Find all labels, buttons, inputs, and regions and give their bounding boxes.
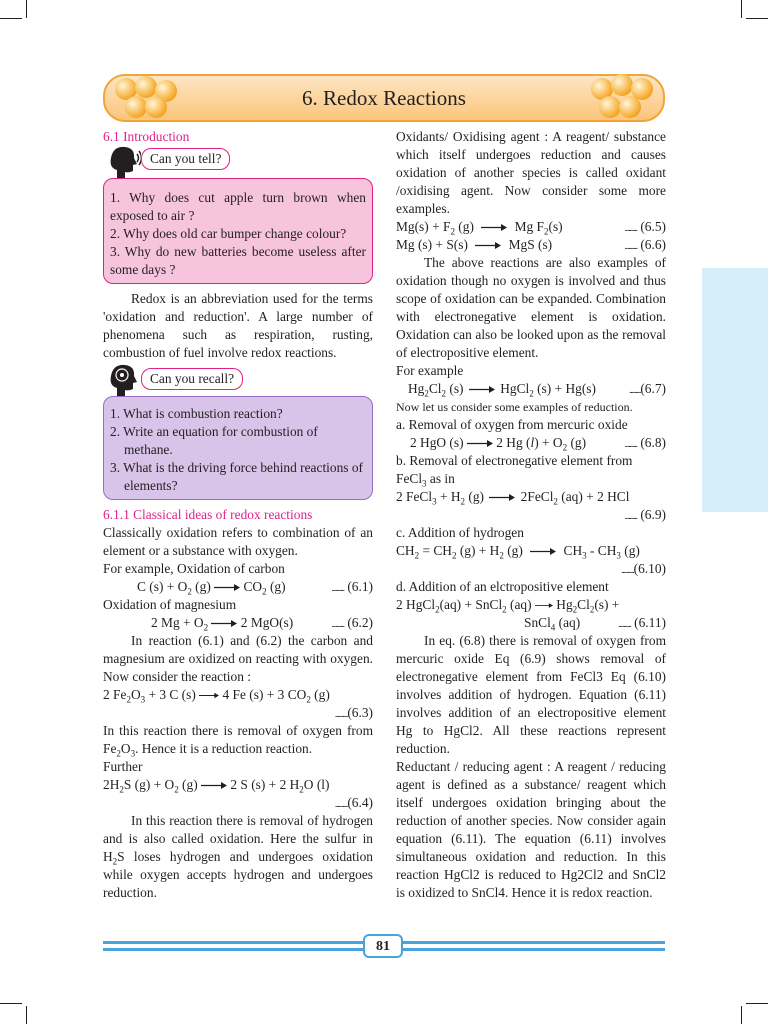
section-heading-classical: 6.1.1 Classical ideas of redox reactions bbox=[103, 507, 313, 522]
equation-6-2: 2 $Mg + O_2$ 2 MgO(s) .......... (6.2) bbox=[151, 615, 373, 633]
fecl3-line: FeCl$_3$ as in bbox=[396, 471, 455, 489]
chapter-title: 6. Redox Reactions bbox=[302, 86, 466, 110]
can-you-tell-questions bbox=[103, 178, 373, 284]
equation-6-7: $Hg_2Cl_2$ (s) HgCl$_2$ (s) + Hg(s) .........(6.7) bbox=[408, 381, 666, 399]
question-item: 3. Why do new batteries become useless after some days ? bbox=[110, 244, 366, 277]
equation-6-3: 2 $Fe_2O_3 + 3$ C (s) 4 Fe (s) + 3 $CO_2$ (g) bbox=[103, 687, 330, 705]
chapter-banner bbox=[103, 74, 665, 122]
equation-discussion-paragraph: In eq. (6.8) there is removal of oxygen from mercuric oxide Eq (6.9) shows removal of electronegative element from FeCl3 Eq (6.10) involves addition of hydrogen. Equation (6.11) involves addition of an electropositive element Hg to HgCl2. All these reactions represent reduction. bbox=[396, 633, 666, 756]
equation-6-9: 2 FeCl$_3$ + $H_2$ (g) 2FeCl$_2$ (aq) + 2 HCl bbox=[396, 489, 630, 507]
example-line: For example, Oxidation of carbon bbox=[103, 561, 285, 576]
equation-6-9-number: .......... (6.9) bbox=[624, 507, 666, 522]
question-item: 2. Why does old car bumper change colour? bbox=[110, 226, 347, 241]
crop-mark bbox=[741, 0, 742, 18]
left-column bbox=[103, 128, 373, 902]
equation-6-3-number: ..........(6.3) bbox=[334, 705, 373, 720]
reductant-paragraph: Reductant / reducing agent : A reagent / reducing agent is defined as a substance/ reagent which itself undergoes oxidation bringing about the reduction of another species. Now consider again equation (6.11). The equation (6.11) involves simultaneous oxidation and reduction. In this reaction HgCl2 is reduced to Hg2Cl2 and SnCl2 is oxidized to SnCl4. Hence it is redox reaction. bbox=[396, 759, 666, 900]
can-you-tell-box bbox=[103, 151, 373, 284]
item-b: b. Removal of electronegative element from bbox=[396, 453, 633, 468]
equation-6-5: $Mg(s) + F_2$ (g) Mg $F_2(s)$ .......... (6.5) bbox=[396, 219, 666, 237]
equation-number: (6.11) bbox=[634, 615, 666, 630]
side-tab bbox=[702, 268, 768, 512]
can-you-recall-label: Can you recall? bbox=[141, 368, 243, 390]
equation-number: (6.9) bbox=[640, 507, 666, 522]
question-item: 2. Write an equation for combustion of methane. bbox=[110, 424, 318, 457]
reaction-paragraph: In reaction (6.1) and (6.2) the carbon and magnesium are oxidized on reacting with oxygen. Now consider the reaction : bbox=[103, 633, 373, 684]
crop-mark bbox=[746, 18, 768, 19]
item-c: c. Addition of hydrogen bbox=[396, 525, 524, 540]
equation-6-4: $2H_2S$ $(g) + O_2$ (g) 2 S (s) + 2 $H_2O$ (l) bbox=[103, 777, 330, 795]
crop-mark bbox=[26, 1006, 27, 1024]
page-number: 81 bbox=[363, 934, 403, 958]
crop-mark bbox=[741, 1006, 742, 1024]
for-example-line: For example bbox=[396, 363, 464, 378]
magnesium-line: Oxidation of magnesium bbox=[103, 597, 237, 612]
thinking-head-icon bbox=[107, 362, 141, 398]
equation-6-11-cont: SnCl$_4$ (aq) .......... (6.11) bbox=[524, 615, 666, 633]
question-item: 1. Why does cut apple turn brown when exposed to air ? bbox=[110, 190, 366, 223]
crop-mark bbox=[0, 1003, 22, 1004]
equation-number: (6.2) bbox=[347, 615, 373, 630]
item-d: d. Addition of an elctropositive element bbox=[396, 579, 609, 594]
speaking-head-icon bbox=[107, 144, 141, 180]
can-you-recall-box bbox=[103, 371, 373, 500]
crop-mark bbox=[26, 0, 27, 18]
right-column bbox=[396, 128, 666, 902]
equation-6-8: 2 HgO (s) 2 Hg $(l) + O_2$ (g) .......... (6.8) bbox=[410, 435, 666, 453]
crop-mark bbox=[0, 18, 22, 19]
equation-number: (6.6) bbox=[640, 237, 666, 252]
further-line: Further bbox=[103, 759, 143, 774]
removal-paragraph: In this reaction there is removal of oxygen from $Fe_2O_3$. Hence it is a reduction reaction. bbox=[103, 723, 373, 759]
equation-6-11: 2 HgCl$_2$(aq) + SnCl$_2$ (aq) $Hg_2Cl_2(s)$ + bbox=[396, 597, 620, 615]
equation-number: (6.4) bbox=[347, 795, 373, 810]
oxidant-paragraph: Oxidants/ Oxidising agent : A reagent/ substance which itself undergoes reduction and causes oxidation of another species is called oxidant /oxidising agent. Now consider some more examples. bbox=[396, 129, 666, 216]
equation-number: (6.7) bbox=[640, 381, 666, 396]
equation-number: (6.8) bbox=[640, 435, 666, 450]
section-heading-intro: 6.1 Introduction bbox=[103, 129, 190, 144]
equation-number: (6.1) bbox=[347, 579, 373, 594]
equation-number: (6.3) bbox=[347, 705, 373, 720]
equation-6-10: $CH_2 = CH_2$ $(g) + H_2$ (g) $CH_3 - CH_3$ (g) bbox=[396, 543, 640, 561]
redox-paragraph: Redox is an abbreviation used for the terms 'oxidation and reduction'. A large number of phenomena such as respiration, rusting, combustion of fuel involve redox reactions. bbox=[103, 291, 373, 360]
question-item: 1. What is combustion reaction? bbox=[110, 406, 283, 421]
reduction-intro: Now let us consider some examples of reduction. bbox=[396, 400, 633, 414]
equation-6-10-number: ..........(6.10) bbox=[621, 561, 666, 576]
equation-6-6: Mg (s) + S(s) MgS (s) .......... (6.6) bbox=[396, 237, 666, 252]
question-item: 3. What is the driving force behind reactions of elements? bbox=[110, 460, 363, 493]
can-you-tell-label: Can you tell? bbox=[141, 148, 230, 170]
equation-6-1: C $(s) + O_2$ (g) $CO_2$ (g) .......... (6.1) bbox=[137, 579, 373, 597]
equation-number: (6.10) bbox=[633, 561, 666, 576]
can-you-recall-questions bbox=[103, 396, 373, 500]
equation-number: (6.5) bbox=[640, 219, 666, 234]
equation-6-4-number: ..........(6.4) bbox=[334, 795, 373, 810]
above-paragraph: The above reactions are also examples of oxidation though no oxygen is involved and thus scope of oxidation can be expanded. Combination with electronegative element is oxidation. Oxidation can also be looked upon as the removal of electropositive element. bbox=[396, 255, 666, 360]
h2s-paragraph: In this reaction there is removal of hydrogen and is also called oxidation. Here the sulfur in $H_2S$ loses hydrogen and undergoes oxidation while oxygen accepts hydrogen and undergoes reduction. bbox=[103, 813, 373, 900]
bubbles-right-icon bbox=[587, 70, 657, 126]
crop-mark bbox=[746, 1003, 768, 1004]
item-a: a. Removal of oxygen from mercuric oxide bbox=[396, 417, 628, 432]
classical-paragraph: Classically oxidation refers to combination of an element or a substance with oxygen. bbox=[103, 525, 373, 558]
